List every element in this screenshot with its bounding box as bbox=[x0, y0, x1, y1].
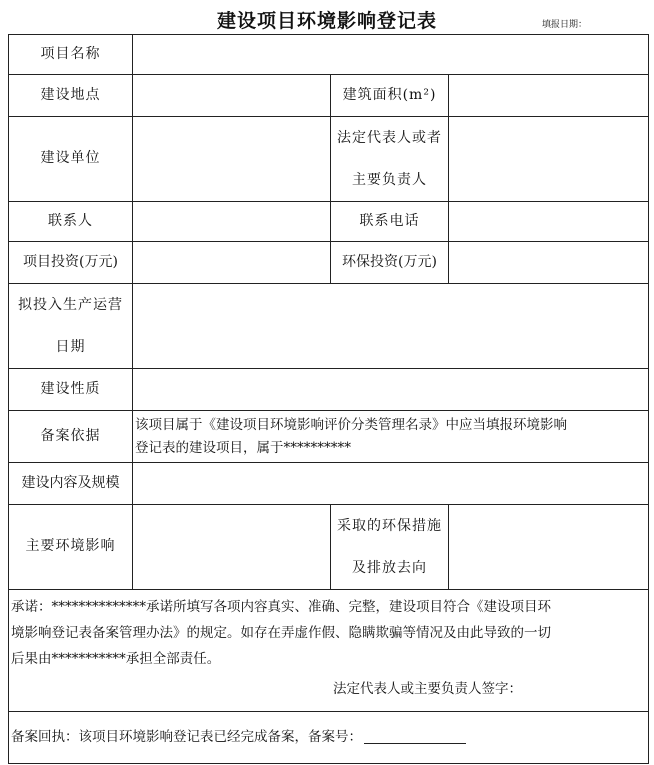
label-project-investment: 项目投资(万元) bbox=[9, 242, 133, 284]
label-main-impact: 主要环境影响 bbox=[9, 505, 133, 590]
main-impact-field[interactable] bbox=[133, 505, 331, 590]
filing-basis-text bbox=[133, 411, 649, 463]
fill-date-label: 填报日期： bbox=[542, 20, 588, 30]
legal-rep-line1: 法定代表人或者 bbox=[337, 130, 442, 146]
label-construction-unit: 建设单位 bbox=[9, 117, 133, 202]
content-scale-field[interactable] bbox=[133, 463, 649, 505]
location-field[interactable] bbox=[133, 75, 331, 117]
construction-unit-field[interactable] bbox=[133, 117, 331, 202]
floor-area-field[interactable] bbox=[449, 75, 649, 117]
label-legal-representative bbox=[331, 117, 449, 202]
label-contact-person: 联系人 bbox=[9, 202, 133, 242]
filing-receipt bbox=[9, 712, 649, 764]
legal-rep-line2: 主要负责人 bbox=[352, 172, 427, 188]
env-investment-field[interactable] bbox=[449, 242, 649, 284]
project-name-field[interactable] bbox=[133, 35, 649, 75]
basis-text-line2: 登记表的建设项目，属于********** bbox=[135, 439, 351, 456]
contact-person-field[interactable] bbox=[133, 202, 331, 242]
commitment-line3: 后果由***********承担全部责任。 bbox=[11, 651, 221, 667]
label-location: 建设地点 bbox=[9, 75, 133, 117]
filing-number-field[interactable] bbox=[364, 729, 466, 744]
commitment-section bbox=[9, 590, 649, 712]
measures-line1: 采取的环保措施 bbox=[337, 518, 442, 534]
phone-field[interactable] bbox=[449, 202, 649, 242]
label-project-name: 项目名称 bbox=[9, 35, 133, 75]
measures-line2: 及排放去向 bbox=[352, 560, 427, 576]
label-phone: 联系电话 bbox=[331, 202, 449, 242]
project-investment-field[interactable] bbox=[133, 242, 331, 284]
start-date-field[interactable] bbox=[133, 284, 649, 369]
commitment-line1: 承诺：**************承诺所填写各项内容真实、准确、完整，建设项目符合《建设项目环 bbox=[11, 599, 551, 615]
label-env-investment: 环保投资(万元) bbox=[331, 242, 449, 284]
start-date-line2: 日期 bbox=[55, 339, 86, 355]
label-measures bbox=[331, 505, 449, 590]
label-content-scale: 建设内容及规模 bbox=[9, 463, 133, 505]
signature-label: 法定代表人或主要负责人签字： bbox=[333, 681, 523, 697]
basis-text-line1: 该项目属于《建设项目环境影响评价分类管理名录》中应当填报环境影响 bbox=[135, 416, 567, 433]
label-start-date bbox=[9, 284, 133, 369]
legal-representative-field[interactable] bbox=[449, 117, 649, 202]
label-construction-nature: 建设性质 bbox=[9, 369, 133, 411]
label-floor-area: 建筑面积(m²) bbox=[331, 75, 449, 117]
commitment-line2: 境影响登记表备案管理办法》的规定。如存在弄虚作假、隐瞒欺骗等情况及由此导致的一切 bbox=[11, 625, 551, 641]
registration-form-table bbox=[8, 34, 649, 764]
form-title: 建设项目环境影响登记表 bbox=[216, 10, 437, 32]
label-filing-basis: 备案依据 bbox=[9, 411, 133, 463]
start-date-line1: 拟投入生产运营 bbox=[18, 297, 123, 313]
measures-field[interactable] bbox=[449, 505, 649, 590]
construction-nature-field[interactable] bbox=[133, 369, 649, 411]
receipt-text: 备案回执：该项目环境影响登记表已经完成备案，备案号： bbox=[11, 729, 362, 746]
